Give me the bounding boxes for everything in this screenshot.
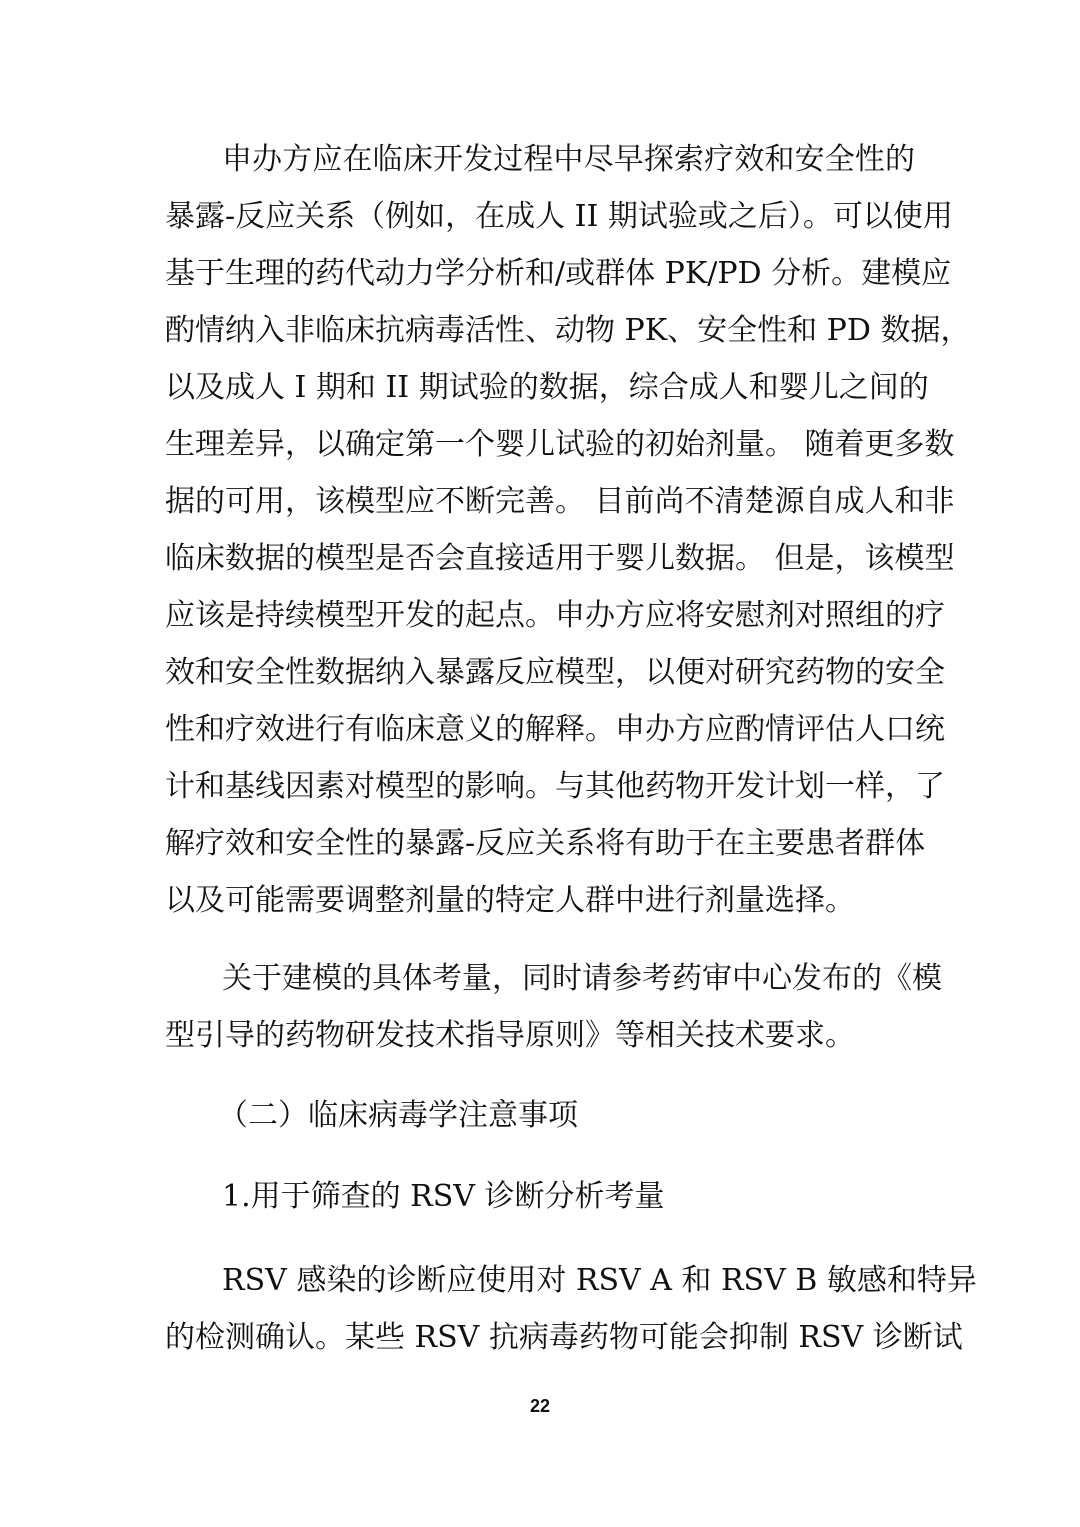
paragraph-1-line-9: 应该是持续模型开发的起点。申办方应将安慰剂对照组的疗 <box>165 598 945 633</box>
paragraph-1-line-10: 效和安全性数据纳入暴露反应模型，以便对研究药物的安全 <box>165 655 945 690</box>
paragraph-1-line-3: 基于生理的药代动力学分析和/或群体 PK/PD 分析。建模应 <box>165 256 952 291</box>
paragraph-2-line-1: 关于建模的具体考量，同时请参考药审中心发布的《模 <box>222 961 942 996</box>
paragraph-1-line-8: 临床数据的模型是否会直接适用于婴儿数据。 但是，该模型 <box>165 541 955 576</box>
paragraph-1-line-14: 以及可能需要调整剂量的特定人群中进行剂量选择。 <box>165 883 855 918</box>
section-heading: （二）临床病毒学注意事项 <box>218 1098 578 1133</box>
paragraph-1-line-2: 暴露-反应关系（例如，在成人 II 期试验或之后）。可以使用 <box>165 199 953 234</box>
paragraph-1-line-6: 生理差异，以确定第一个婴儿试验的初始剂量。 随着更多数 <box>165 427 955 462</box>
paragraph-1-line-1: 申办方应在临床开发过程中尽早探索疗效和安全性的 <box>222 142 915 177</box>
paragraph-2-line-2: 型引导的药物研发技术指导原则》等相关技术要求。 <box>165 1018 855 1053</box>
paragraph-1-line-5: 以及成人 I 期和 II 期试验的数据，综合成人和婴儿之间的 <box>165 370 929 405</box>
page-number: 22 <box>529 1396 551 1416</box>
paragraph-1-line-12: 计和基线因素对模型的影响。与其他药物开发计划一样，了 <box>165 769 945 804</box>
paragraph-1-line-7: 据的可用，该模型应不断完善。 目前尚不清楚源自成人和非 <box>165 484 955 519</box>
paragraph-3-line-1: RSV 感染的诊断应使用对 RSV A 和 RSV B 敏感和特异 <box>222 1263 977 1298</box>
paragraph-1-line-11: 性和疗效进行有临床意义的解释。申办方应酌情评估人口统 <box>165 712 945 747</box>
subsection-heading: 1.用于筛查的 RSV 诊断分析考量 <box>222 1179 665 1214</box>
paragraph-1-line-4: 酌情纳入非临床抗病毒活性、动物 PK、安全性和 PD 数据， <box>165 313 971 348</box>
paragraph-1-line-13: 解疗效和安全性的暴露-反应关系将有助于在主要患者群体 <box>165 826 926 861</box>
paragraph-3-line-2: 的检测确认。某些 RSV 抗病毒药物可能会抑制 RSV 诊断试 <box>165 1320 963 1355</box>
